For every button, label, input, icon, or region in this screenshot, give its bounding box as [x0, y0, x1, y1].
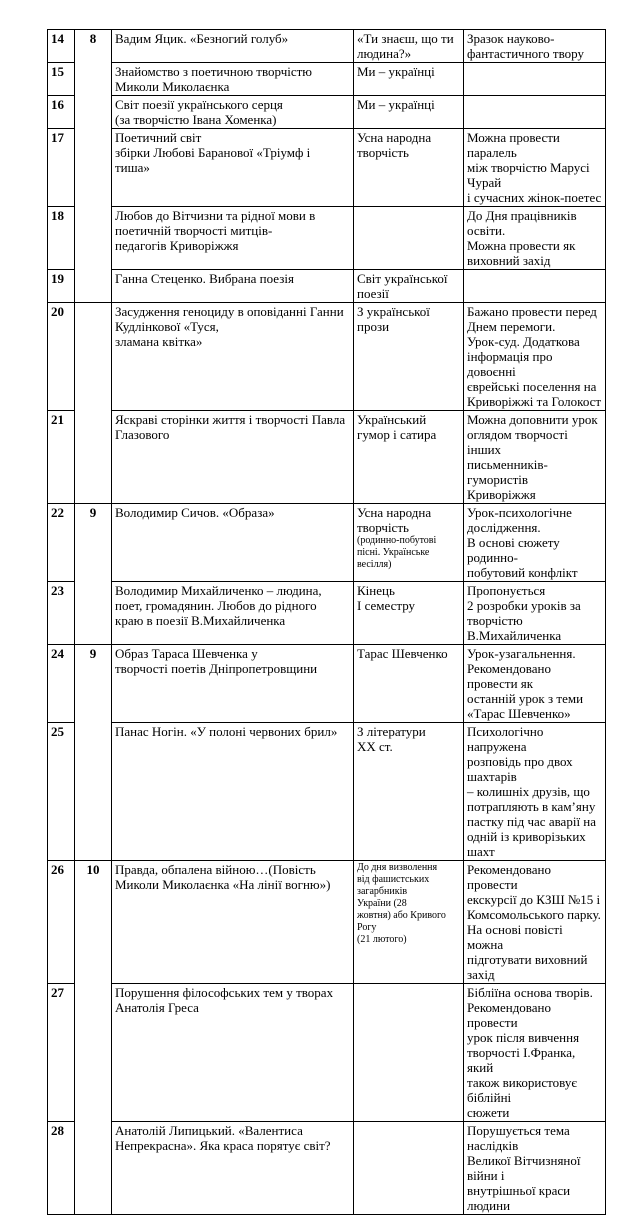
text-line: Порушується тема наслідків	[467, 1123, 570, 1153]
text-line: «Ти знаєш, що ти	[357, 31, 454, 46]
text-line: поет, громадянин. Любов до рідного	[115, 598, 317, 613]
text-line: Усна народна	[357, 505, 432, 520]
table-row	[48, 129, 606, 207]
text-line: Знайомство з поетичною творчістю	[115, 64, 313, 79]
lesson-topic	[112, 270, 354, 303]
text-line: Можна провести як	[467, 238, 576, 253]
text-line: З української	[357, 304, 430, 319]
text-line: фантастичного твору	[467, 46, 584, 61]
table-row	[48, 30, 606, 63]
teacher-note	[464, 645, 606, 723]
text-line: Володимир Михайличенко – людина,	[115, 583, 322, 598]
text-line: Порушення філософських тем у творах	[115, 985, 334, 1000]
text-line: творчістю В.Михайличенка	[467, 613, 562, 643]
section-theme	[354, 129, 464, 207]
text-line: поезії	[357, 286, 389, 301]
grade-cell: 9	[75, 645, 112, 861]
text-line: людина?»	[357, 46, 412, 61]
lesson-plan-table	[47, 29, 606, 1215]
lesson-topic	[112, 129, 354, 207]
text-line: Любов до Вітчизни та рідної мови в	[115, 208, 316, 223]
text-line: До Дня працівників освіти.	[467, 208, 577, 238]
teacher-note	[464, 207, 606, 270]
text-line: прози	[357, 319, 390, 334]
text-line: загарбників	[357, 886, 408, 897]
text-line: Анатолія Греса	[115, 1000, 199, 1015]
lesson-number: 16	[48, 96, 75, 129]
lesson-number: 14	[48, 30, 75, 63]
text-line: збірки Любові Баранової «Тріумф і	[115, 145, 311, 160]
lesson-topic	[112, 30, 354, 63]
text-line: педагогів Криворіжжя	[115, 238, 239, 253]
text-line: Урок-психологічне	[467, 505, 572, 520]
teacher-note	[464, 504, 606, 582]
lesson-number: 19	[48, 270, 75, 303]
lesson-number: 21	[48, 411, 75, 504]
text-line: побутовий конфлікт	[467, 565, 578, 580]
text-line: єврейські поселення на	[467, 379, 597, 394]
text-line: До дня визволення	[357, 862, 438, 873]
lesson-topic	[112, 504, 354, 582]
lesson-number: 26	[48, 861, 75, 984]
text-line: Можна доповнити урок	[467, 412, 598, 427]
text-line: Ганна Стеценко. Вибрана поезія	[115, 271, 294, 286]
text-line: також використовує біблійні	[467, 1075, 577, 1105]
text-line: Миколи Миколаєнка «На лінії вогню»)	[115, 877, 331, 892]
teacher-note	[464, 96, 606, 129]
table-row	[48, 861, 606, 984]
text-line: Днем перемоги.	[467, 319, 556, 334]
text-line: Зразок науково-	[467, 31, 555, 46]
text-line: творчість	[357, 520, 409, 535]
text-line: сюжети	[467, 1105, 510, 1120]
text-line: Глазового	[115, 427, 170, 442]
lesson-topic	[112, 984, 354, 1122]
table-row	[48, 96, 606, 129]
text-line: Ми – українці	[357, 97, 435, 112]
text-line: Бібліїна основа творів.	[467, 985, 593, 1000]
teacher-note	[464, 63, 606, 96]
text-line: Рекомендовано провести	[467, 1000, 551, 1030]
text-line: Український	[357, 412, 427, 427]
text-line: внутрішньої краси людини	[467, 1183, 571, 1213]
text-line: зламана квітка»	[115, 334, 203, 349]
text-line: екскурсії до КЗШ №15 і	[467, 892, 601, 907]
text-line: Вадим Яцик. «Безногий голуб»	[115, 31, 289, 46]
text-line: поетичній творчості митців-	[115, 223, 273, 238]
table-row	[48, 504, 606, 582]
table-row	[48, 723, 606, 861]
teacher-note	[464, 582, 606, 645]
lesson-topic	[112, 207, 354, 270]
lesson-topic	[112, 303, 354, 411]
text-line: ХХ ст.	[357, 739, 393, 754]
lesson-topic	[112, 411, 354, 504]
lesson-number: 20	[48, 303, 75, 411]
text-line: і сучасних жінок-поетес	[467, 190, 602, 205]
text-line: Пропонується	[467, 583, 546, 598]
teacher-note	[464, 1122, 606, 1215]
text-line: Правда, обпалена війною…(Повість	[115, 862, 316, 877]
section-theme	[354, 984, 464, 1122]
lesson-number: 22	[48, 504, 75, 582]
text-line: України (28	[357, 898, 407, 909]
text-line: письменників-гумористів	[467, 457, 548, 487]
text-line: Бажано провести перед	[467, 304, 597, 319]
grade-cell: 10	[75, 861, 112, 1215]
text-line: Криворіжжя	[467, 487, 536, 502]
text-line: Можна провести паралель	[467, 130, 560, 160]
teacher-note	[464, 723, 606, 861]
teacher-note	[464, 411, 606, 504]
text-line: Рогу	[357, 922, 377, 933]
text-line: 2 розробки уроків за	[467, 598, 581, 613]
lesson-number: 17	[48, 129, 75, 207]
text-line: виховний захід	[467, 253, 551, 268]
text-line: урок після вивчення	[467, 1030, 580, 1045]
text-line: На основі повісті можна	[467, 922, 563, 952]
text-line: одній із криворізьких шахт	[467, 829, 586, 859]
table-row	[48, 270, 606, 303]
text-line: потрапляють в кам’яну	[467, 799, 596, 814]
text-line: Панас Ногін. «У полоні червоних брил»	[115, 724, 338, 739]
text-line: Ми – українці	[357, 64, 435, 79]
section-theme	[354, 96, 464, 129]
table-row	[48, 1122, 606, 1215]
section-theme	[354, 504, 464, 582]
text-line: Криворіжжі та Голокост	[467, 394, 602, 409]
text-line: Кінець	[357, 583, 395, 598]
text-line: творчості поетів Дніпропетровщини	[115, 661, 318, 676]
lesson-topic	[112, 1122, 354, 1215]
section-theme	[354, 303, 464, 411]
text-line: Рекомендовано провести	[467, 862, 551, 892]
lesson-number: 15	[48, 63, 75, 96]
teacher-note	[464, 861, 606, 984]
table-row	[48, 582, 606, 645]
text-line: творчості І.Франка, який	[467, 1045, 576, 1075]
text-line: Тарас Шевченко	[357, 646, 448, 661]
text-line: – колишніх друзів, що	[467, 784, 590, 799]
text-line: оглядом творчості інших	[467, 427, 568, 457]
teacher-note	[464, 270, 606, 303]
text-line: Засудження геноциду в оповіданні Ганни	[115, 304, 344, 319]
lesson-number: 18	[48, 207, 75, 270]
text-line: краю в поезії В.Михайличенка	[115, 613, 286, 628]
text-line: Володимир Сичов. «Образа»	[115, 505, 275, 520]
text-line: від фашистських	[357, 874, 430, 885]
lesson-number: 27	[48, 984, 75, 1122]
lesson-number: 25	[48, 723, 75, 861]
lesson-number: 23	[48, 582, 75, 645]
text-line: останній урок з теми	[467, 691, 584, 706]
text-line: весілля)	[357, 559, 392, 570]
text-line: розповідь про двох шахтарів	[467, 754, 573, 784]
text-line: (родинно-побутові	[357, 535, 437, 546]
table-row	[48, 63, 606, 96]
text-line: пастку під час аварії на	[467, 814, 597, 829]
text-line: Психологічно напружена	[467, 724, 544, 754]
lesson-topic	[112, 861, 354, 984]
text-line: Непрекрасна». Яка краса порятує світ?	[115, 1138, 331, 1153]
text-line: З літератури	[357, 724, 426, 739]
grade-cell	[75, 303, 112, 504]
section-theme	[354, 30, 464, 63]
grade-cell: 8	[75, 30, 112, 303]
section-theme	[354, 582, 464, 645]
text-line: Рекомендовано провести як	[467, 661, 551, 691]
text-line: Яскраві сторінки життя і творчості Павла	[115, 412, 346, 427]
text-line: дослідження.	[467, 520, 541, 535]
text-line: Світ української	[357, 271, 448, 286]
text-line: (21 лютого)	[357, 934, 407, 945]
lesson-topic	[112, 645, 354, 723]
text-line: Миколи Миколаєнка	[115, 79, 230, 94]
table-row	[48, 207, 606, 270]
text-line: творчість	[357, 145, 409, 160]
teacher-note	[464, 303, 606, 411]
teacher-note	[464, 129, 606, 207]
table-row	[48, 645, 606, 723]
text-line: Урок-суд. Додаткова	[467, 334, 580, 349]
lesson-topic	[112, 582, 354, 645]
teacher-note	[464, 30, 606, 63]
table-row	[48, 984, 606, 1122]
lesson-number: 24	[48, 645, 75, 723]
section-theme	[354, 63, 464, 96]
section-theme	[354, 270, 464, 303]
section-theme	[354, 645, 464, 723]
section-theme	[354, 411, 464, 504]
section-theme	[354, 1122, 464, 1215]
text-line: Поетичний світ	[115, 130, 202, 145]
lesson-number: 28	[48, 1122, 75, 1215]
section-theme	[354, 723, 464, 861]
section-theme	[354, 861, 464, 984]
text-line: між творчістю Марусі Чурай	[467, 160, 590, 190]
section-theme	[354, 207, 464, 270]
text-line: Кудлінкової «Туся,	[115, 319, 219, 334]
lesson-topic	[112, 63, 354, 96]
text-line: Великої Вітчизняної війни і	[467, 1153, 581, 1183]
text-line: «Тарас Шевченко»	[467, 706, 571, 721]
text-line: жовтня) або Кривого	[357, 910, 446, 921]
text-line: інформація про довоєнні	[467, 349, 553, 379]
text-line: Урок-узагальнення.	[467, 646, 576, 661]
text-line: підготувати виховний захід	[467, 952, 588, 982]
text-line: тиша»	[115, 160, 150, 175]
text-line: пісні. Українське	[357, 547, 430, 558]
lesson-topic	[112, 96, 354, 129]
table-row	[48, 411, 606, 504]
lesson-topic	[112, 723, 354, 861]
text-line: Усна народна	[357, 130, 432, 145]
table-row	[48, 303, 606, 411]
text-line: Анатолій Липицький. «Валентиса	[115, 1123, 303, 1138]
text-line: Світ поезії українського серця	[115, 97, 283, 112]
text-line: І семестру	[357, 598, 416, 613]
grade-cell: 9	[75, 504, 112, 645]
text-line: В основі сюжету родинно-	[467, 535, 560, 565]
teacher-note	[464, 984, 606, 1122]
text-line: гумор і сатира	[357, 427, 437, 442]
text-line: (за творчістю Івана Хоменка)	[115, 112, 277, 127]
lesson-plan-body	[48, 30, 606, 1215]
text-line: Комсомольського парку.	[467, 907, 601, 922]
text-line: Образ Тараса Шевченка у	[115, 646, 258, 661]
